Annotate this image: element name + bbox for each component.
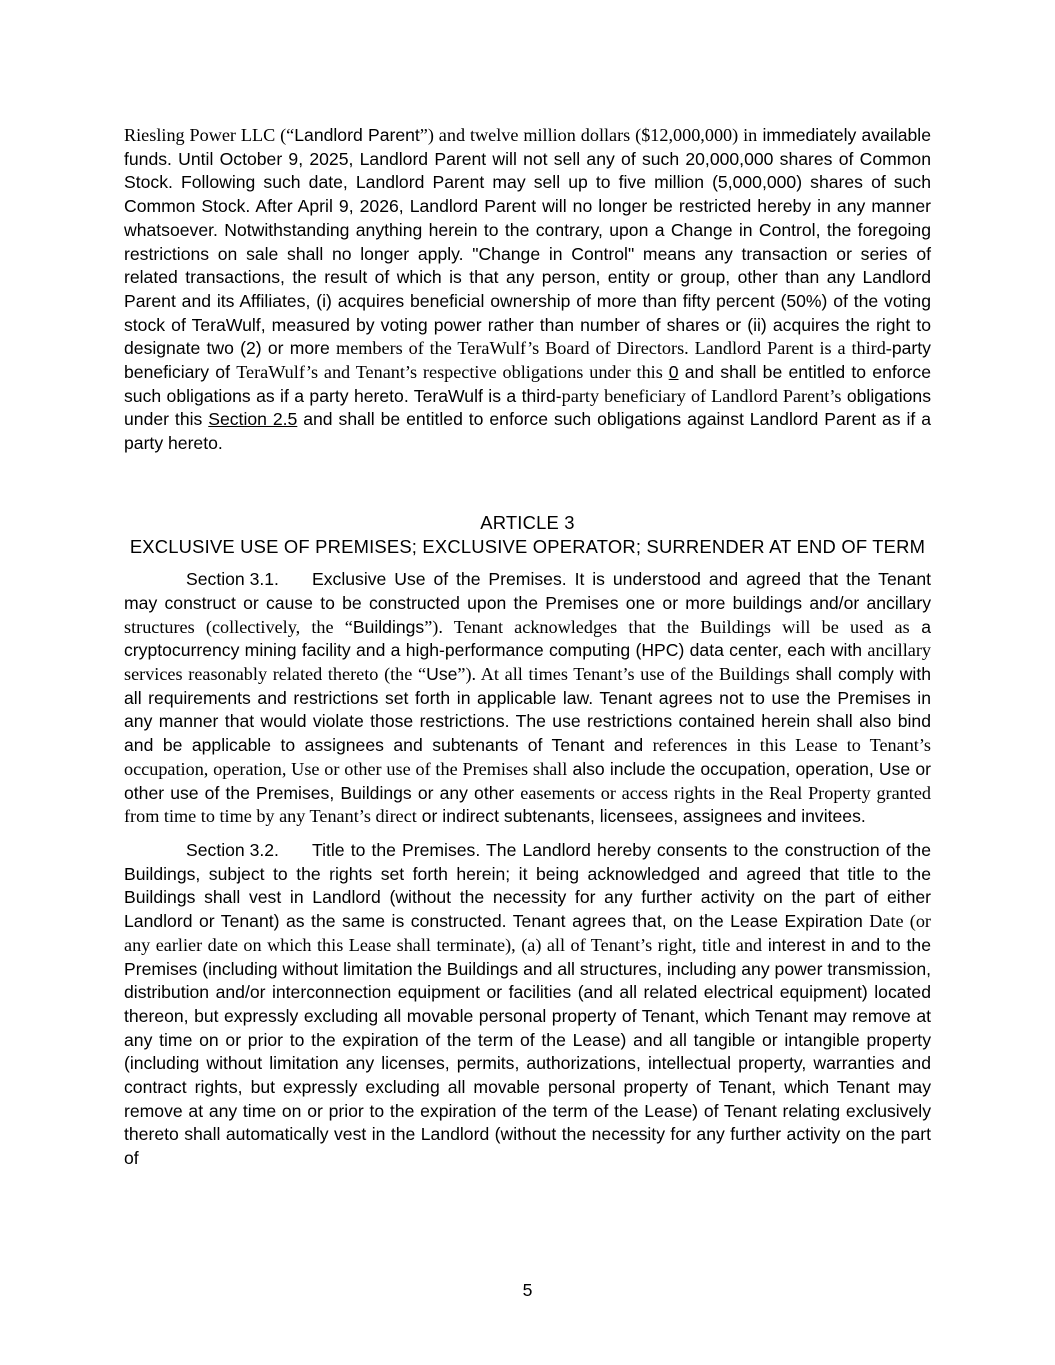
- section-3-1-number: Section 3.1.: [186, 569, 279, 590]
- cross-reference-link[interactable]: 0: [668, 362, 679, 383]
- section-3-1-text-6: ”). At all times Tenant’s use of the Buildings: [457, 664, 790, 685]
- section-3-1-text-8: references in this Lease to Tenant’s occupation, operation, Use or other use of the Premises shall: [124, 735, 931, 779]
- section-2-5-link[interactable]: Section 2.5: [208, 409, 298, 430]
- section-3-2-text-3: interest in and to the Premises (including without limitation the Buildings and all structures, including any power transmission, distribution and/or interconnection equipment or facilities (and all related electrical equipment) located thereon, but expressly excluding all movable personal property of Tenant, which Tenant may remove at any time on or prior to the expiration of the term of the Lease) and all tangible or intangible property (including without limitation any licenses, permits, authorizations, intellectual property, warranties and contract rights, but expressly excluding all movable personal property of Tenant, which Tenant may remove at any time on or prior to the expiration of the term of the Lease) of Tenant relating exclusively thereto shall automatically vest in the Landlord (without the necessity for any further activity on the part of: [124, 934, 931, 1169]
- article-heading: [124, 511, 931, 558]
- intro-text-5: party beneficiary of: [124, 338, 931, 383]
- article-number: ARTICLE 3: [480, 511, 575, 533]
- section-3-1-heading: Exclusive Use of the Premises.: [312, 569, 567, 590]
- section-3-1-text-11: or indirect subtenants, licensees, assignees and invitees.: [416, 806, 866, 827]
- intro-text-1: Riesling Power LLC (“: [124, 125, 295, 145]
- intro-paragraph: [124, 124, 931, 456]
- section-3-2-text-1: The Landlord hereby consents to the construction of the Buildings, subject to the rights set forth herein; it being acknowledged and agreed that title to the Buildings shall vest in Landlord (without the necessity for any further activity on the part of either Landlord or Tenant) as the same is constructed. Tenant agrees that, on the Lease Expiration: [124, 839, 931, 932]
- intro-text-7: and shall be entitled to enforce such obligations as if a party hereto. TeraWulf is a third-: [124, 362, 931, 406]
- section-3-1-text-7: shall comply with all requirements and restrictions set forth in applicable law. Tenant agrees not to use the Premises in any manner that would violate those restrictions. The use restrictions contained herein shall also bind and be applicable to assignees and subtenants of Tenant and: [124, 664, 931, 756]
- section-3-1-text-2: structures (collectively, the “: [124, 616, 353, 637]
- section-3-2-text-2: Date (or any earlier date on which this Lease shall terminate), (a) all of Tenant’s right, title and: [124, 911, 931, 955]
- section-3-1-defined-use: Use: [426, 664, 458, 685]
- section-3-1-text-5: ancillary services reasonably related thereto (the “: [124, 640, 931, 685]
- section-3-1-text-3: ”). Tenant acknowledges that the Buildings will be used as: [424, 616, 910, 637]
- intro-text-4: members of the TeraWulf’s Board of Directors. Landlord Parent is a third-: [336, 338, 892, 359]
- section-3-1-text-9: also include the occupation, operation, Use or other use of the Premises, Buildings or any other: [124, 758, 932, 803]
- intro-text-2: ”) and twelve million dollars ($12,000,000) in: [419, 125, 758, 145]
- section-3-2-heading: Title to the Premises.: [312, 839, 481, 860]
- section-3-2-number: Section 3.2.: [186, 839, 279, 860]
- intro-text-10: and shall be entitled to enforce such obligations against Landlord Parent as if a party hereto.: [124, 409, 932, 454]
- intro-text-6: TeraWulf’s and Tenant’s respective obligations under this: [236, 362, 669, 383]
- section-3-1-text-1: It is understood and agreed that the Tenant may construct or cause to be constructed upon the Premises one or more buildings and/or ancillary: [124, 569, 931, 613]
- section-3-1-defined-buildings: Buildings: [352, 616, 425, 637]
- document-page: [124, 124, 931, 1171]
- intro-text-3: immediately available funds. Until October 9, 2025, Landlord Parent will not sell any of such 20,000,000 shares of Common Stock. Following such date, Landlord Parent may sell up to five million (5,000,000) shares of such Common Stock. After April 9, 2026, Landlord Parent will no longer be restricted hereby in any manner whatsoever. Notwithstanding anything herein to the contrary, upon a Change in Control, the foregoing restrictions on sale shall no longer apply. "Change in Control" means any transaction or series of related transactions, the result of which is that any person, entity or group, other than any Landlord Parent and its Affiliates, (i) acquires beneficial ownership of more than fifty percent (50%) of the voting stock of TeraWulf, measured by voting power rather than number of shares or (ii) acquires the right to designate two (2) or more: [124, 125, 932, 359]
- section-3-1-text-4: a cryptocurrency mining facility and a high-performance computing (HPC) data center, each with: [124, 616, 931, 661]
- section-3-1: [124, 568, 931, 829]
- page-number: 5: [522, 1280, 533, 1300]
- section-3-1-text-10: easements or access rights in the Real Property granted from time to time by any Tenant’s direct: [124, 782, 931, 827]
- intro-text-9: obligations under this: [124, 385, 931, 430]
- intro-defined-term: Landlord Parent: [294, 125, 420, 145]
- intro-text-8: party beneficiary of Landlord Parent’s: [561, 385, 842, 406]
- article-title: EXCLUSIVE USE OF PREMISES; EXCLUSIVE OPERATOR; SURRENDER AT END OF TERM: [129, 535, 926, 557]
- section-3-2: [124, 839, 931, 1171]
